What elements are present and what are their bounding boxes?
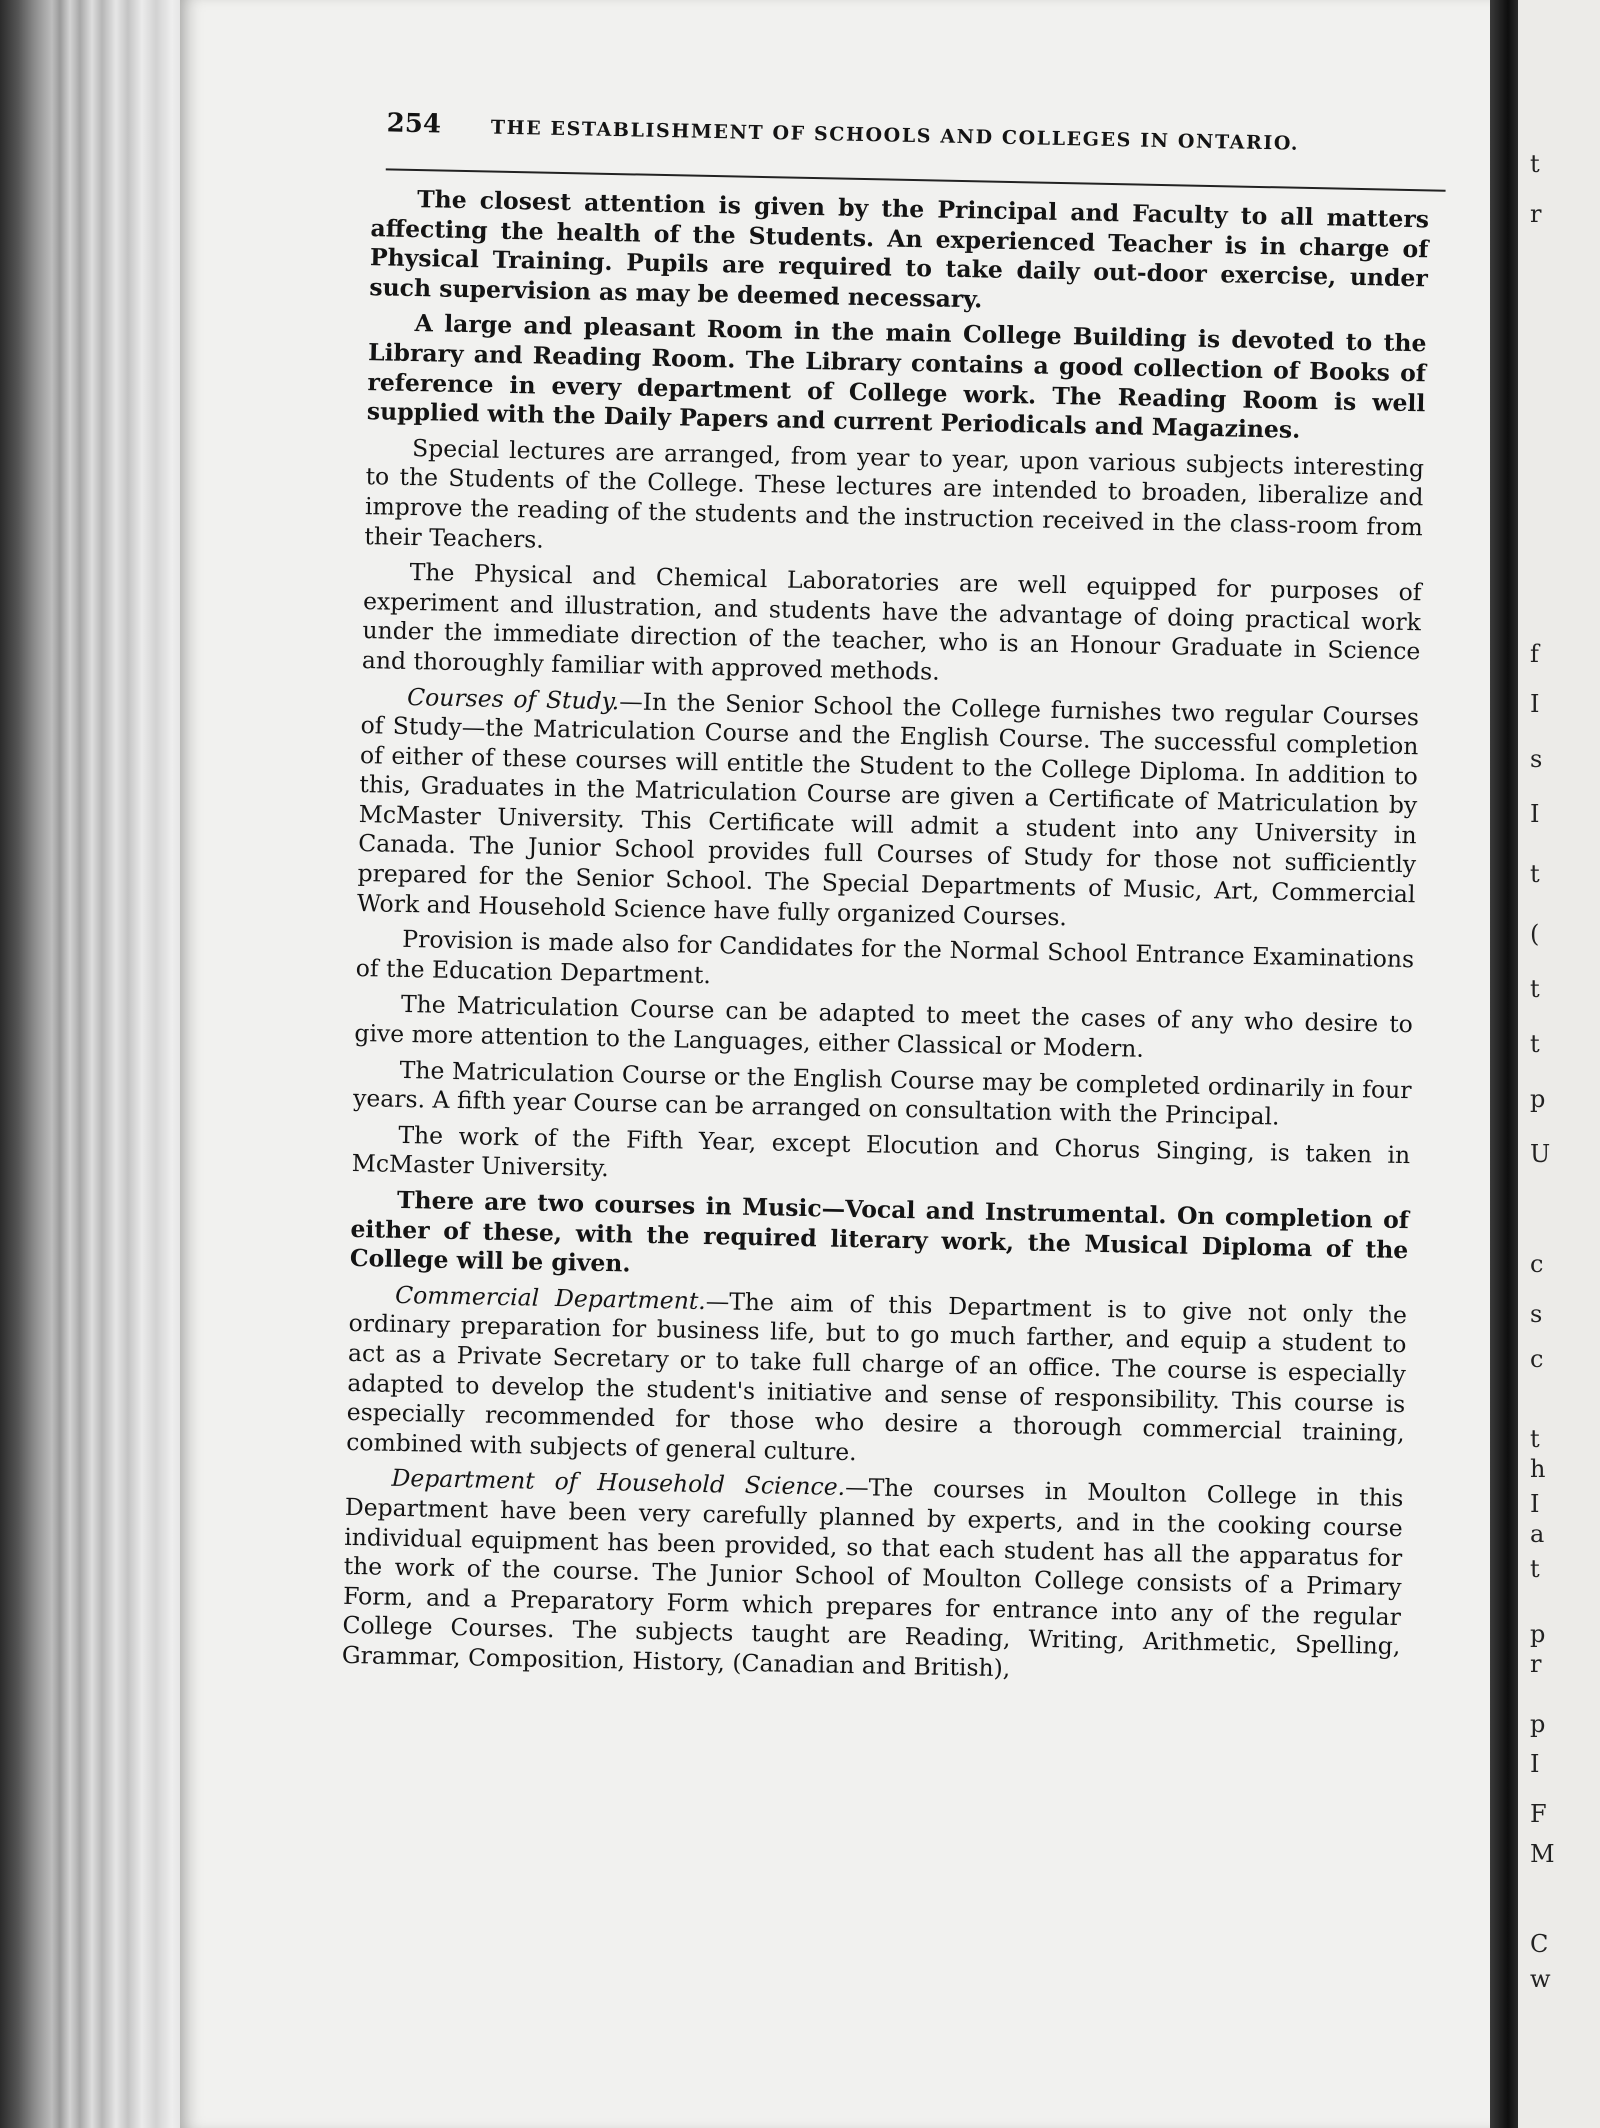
facing-page-fragment: ( — [1530, 920, 1540, 948]
facing-page-fragment: C — [1530, 1930, 1549, 1958]
page-number: 254 — [386, 108, 442, 140]
paragraph-commercial: Commercial Department.—The aim of this Department is to give not only the ordinary preparation for business life, but to go much farther, and equip a student to act as a Private Secretary or to take full charge of an office. The course is especially adapted to develop the student's initiative and sense of responsibility. This course is especially recommended for those who desire a thorough commercial training, combined with subjects of general culture. — [345, 1280, 1408, 1466]
facing-page-fragment: I — [1530, 1490, 1540, 1518]
facing-page-fragment: p — [1530, 1085, 1546, 1113]
run-in-heading: Department of Household Science. — [391, 1464, 846, 1502]
page-edges — [0, 0, 200, 2128]
facing-page-fragment: c — [1530, 1250, 1544, 1278]
facing-page-fragment: t — [1530, 150, 1540, 178]
facing-page-fragment: c — [1530, 1345, 1544, 1373]
paragraph-music: There are two courses in Music—Vocal and Instrumental. On completion of either of these, with the required literary work, the Musical Diploma of the College will be given. — [349, 1185, 1410, 1278]
run-in-heading: Commercial Department. — [394, 1280, 707, 1315]
facing-page-fragment: t — [1530, 860, 1540, 888]
paragraph-four-years: The Matriculation Course or the English Course may be completed ordinarily in four years. A fifth year Course can be arranged on consultation with the Principal. — [352, 1055, 1412, 1131]
paragraph-languages: The Matriculation Course can be adapted to meet the cases of any who desire to give more attention to the Languages, either Classical or Modern. — [354, 990, 1414, 1063]
facing-page-fragment: r — [1530, 1650, 1542, 1678]
facing-page-fragment: U — [1530, 1140, 1551, 1168]
binding-gutter — [1490, 0, 1520, 2128]
facing-page-fragment: t — [1530, 975, 1540, 1003]
facing-page-fragment: t — [1530, 1425, 1540, 1453]
paragraph-household-science: Department of Household Science.—The courses in Moulton College in this Department have been very carefully planned by experts, and in the cooking course individual equipment has been provided, so that each student has all the apparatus for the work of the course. The Junior School of Moulton College consists of a Primary Form, and a Preparatory Form which prepares for entrance into any of the regular College Courses. The subjects taught are Reading, Writing, Arithmetic, Spelling, Grammar, Composition, History, (Canadian and British), — [341, 1464, 1404, 1683]
paragraph-fifth-year: The work of the Fifth Year, except Elocution and Chorus Singing, is taken in McMaster University. — [351, 1120, 1411, 1183]
facing-page-fragment: a — [1530, 1520, 1545, 1548]
facing-page-fragment: t — [1530, 1555, 1540, 1583]
facing-page-fragment: p — [1530, 1620, 1546, 1648]
facing-page-fragment: s — [1530, 745, 1543, 773]
facing-page-fragment: I — [1530, 1750, 1540, 1778]
facing-page-fragment: F — [1530, 1800, 1547, 1828]
run-in-heading: Courses of Study. — [406, 682, 620, 715]
paragraph-library: A large and pleasant Room in the main College Building is devoted to the Library and Reading Room. The Library contains a good collection of Books of reference in every department of College work. The Reading Room is well supplied with the Daily Papers and current Periodicals and Magazines. — [366, 309, 1427, 444]
paragraph-lectures: Special lectures are arranged, from year to year, upon various subjects interesting to the Students of the College. These lectures are intended to broaden, liberalize and improve the reading of the students and the instruction received in the class-room from their Teachers. — [364, 433, 1425, 554]
paragraph-health: The closest attention is given by the Principal and Faculty to all matters affecting the health of the Students. An experienced Teacher is in charge of Physical Training. Pupils are required to take daily out-door exercise, under such supervision as may be deemed necessary. — [369, 185, 1430, 314]
facing-page-fragment: I — [1530, 690, 1540, 718]
paragraph-laboratories: The Physical and Chemical Laboratories are well equipped for purposes of experiment and illustration, and students have the advantage of doing practical work under the immediate direction of the teacher, who is an Honour Graduate in Science and thoroughly familiar with approved methods. — [361, 558, 1422, 686]
facing-page-fragment: h — [1530, 1455, 1546, 1483]
facing-page-fragment: I — [1530, 800, 1540, 828]
paragraph-courses-of-study: Courses of Study.—In the Senior School the College furnishes two regular Courses of Study—the Matriculation Course and the English Course. The successful completion of either of these courses will entitle the Student to the College Diploma. In addition to this, Graduates in the Matriculation Course are given a Certificate of Matriculation by McMaster University. This Certificate will admit a student into any University in Canada. The Junior School provides full Courses of Study for those not sufficiently prepared for the Senior School. The Special Departments of Music, Art, Commercial Work and Household Science have fully organized Courses. — [356, 682, 1420, 931]
facing-page-fragment: r — [1530, 200, 1542, 228]
facing-page-fragment: s — [1530, 1300, 1543, 1328]
facing-page-fragment: M — [1530, 1840, 1555, 1868]
page-text-block — [334, 108, 1440, 1698]
paragraph-normal-school: Provision is made also for Candidates for the Normal School Entrance Examinations of the Education Department. — [355, 925, 1415, 989]
facing-page-fragment: w — [1530, 1965, 1551, 1993]
facing-page-fragment: p — [1530, 1710, 1546, 1738]
facing-page-fragment: f — [1530, 640, 1539, 668]
running-head-title: THE ESTABLISHMENT OF SCHOOLS AND COLLEGES IN ONTARIO. — [490, 116, 1300, 155]
facing-page-fragment: t — [1530, 1030, 1540, 1058]
body-text — [342, 184, 1430, 1691]
facing-page-edge — [1518, 0, 1600, 2128]
